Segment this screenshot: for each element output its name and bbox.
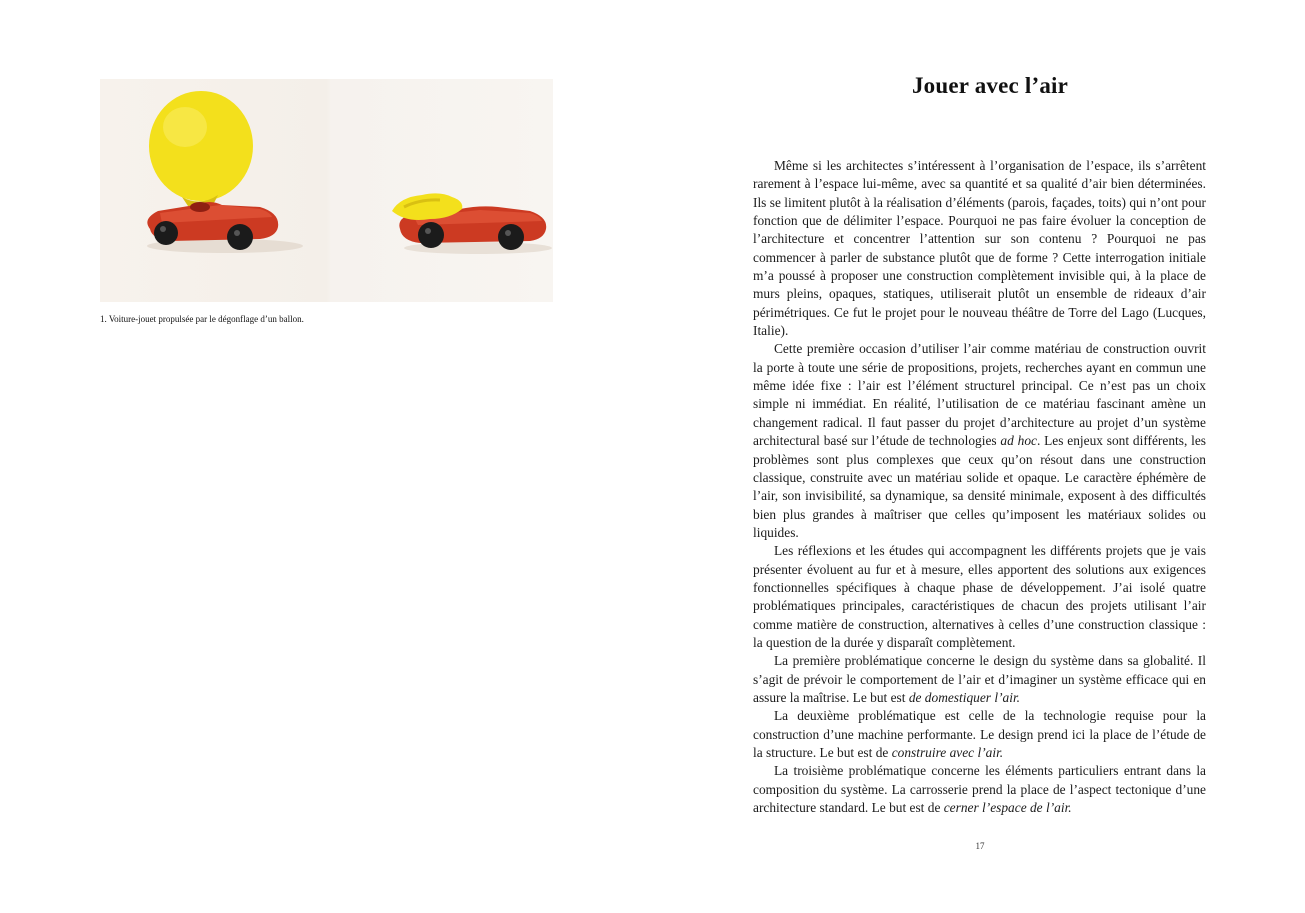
wheel [498,224,524,250]
wheel [418,222,444,248]
text-run: La deuxième problématique est celle de la technologie requise pour la construction d’une machine performante. Le design prend ici la place de l’étude de la structure. Le but est de [753,708,1206,760]
paragraph [753,340,1206,542]
body-text [753,157,1206,817]
left-page [0,0,652,913]
paragraph [753,157,1206,340]
italic-text: de domestiquer l’air. [908,689,1021,705]
text-run: Les réflexions et les études qui accompagnent les différents projets que je vais présenter évoluent au fur et à mesure, elles apportent des solutions aux exigences fonctionnelles spécifiques à chaque phase de développement. J’ai isolé quatre problématiques principales, caractéristiques de chacun des projets utilisant l’air comme matière de construction, alternatives à celles d’une construction classique : la question de la durée y disparaît complètement. [753,543,1206,650]
paragraph [753,762,1206,817]
text-run: La première problématique concerne le design du système dans sa globalité. Il s’agit de prévoir le comportement de l’air et d’imaginer un système efficace qui en assure la maîtrise. Le but est [753,653,1206,705]
text-run: . Les enjeux sont différents, les problèmes sont plus complexes que ceux qu’on résout dans une construction classique, construite avec un matériau solide et opaque. Le caractère éphémère de l’air, son invisibilité, sa dynamique, sa densité minimale, exposent à des difficultés bien plus grandes à maîtriser que celles qu’imposent les matériaux solides ou liquides. [753,433,1206,540]
text-run: Même si les architectes s’intéressent à l’organisation de l’espace, ils s’arrêtent rarement à l’espace lui-même, avec sa quantité et sa qualité d’air bien déterminées. Ils se limitent plutôt à la réalisation d’éléments (parois, façades, toits) qui n’ont pour fonction que de délimiter l’espace. Pourquoi ne pas faire évoluer la conception de l’architecture et concentrer l’attention sur son contenu ? Pourquoi ne pas commencer à parler de substance plutôt que de forme ? Cette interrogation initiale m’a poussé à proposer une construction complètement invisible qui, à la place de murs pleins, opaques, statiques, utiliserait plutôt un ensemble de rideaux d’air périmétriques. Ce fut le projet pour le nouveau théâtre de Torre del Lago (Lucques, Italie). [753,158,1206,339]
paragraph [753,707,1206,762]
text-run: La troisième problématique concerne les éléments particuliers entrant dans la composition du système. La carrosserie prend la place de l’aspect tectonique d’une architecture standard. Le but est de [753,763,1206,816]
page-number: 17 [975,841,985,851]
paragraph [753,652,1206,707]
page-title: Jouer avec l’air [911,73,1069,98]
figure-caption: 1. Voiture-jouet propulsée par le dégonflage d’un ballon. [100,314,304,324]
balloon-inflated [149,91,253,209]
wheel [154,221,178,245]
italic-text: cerner l’espace de l’air. [943,800,1072,816]
italic-text: ad hoc [1000,433,1037,449]
wheel [227,224,253,250]
italic-text: construire avec l’air. [891,745,1004,760]
text-run: Cette première occasion d’utiliser l’air comme matériau de construction ouvrit la porte à toute une série de propositions, projets, recherches ayant en commun une même idée fixe : l’air est l’élément structurel principal. Ce n’est pas un choix simple ni immédiat. En réalité, l’utilisation de ce matériau fascinant amène un changement radical. Il faut passer du projet d’architecture au projet d’un système architectural basé sur l’étude de technologies [753,341,1206,449]
paragraph [753,542,1206,652]
toy-car-illustration [100,79,553,302]
right-page [652,0,1305,913]
toy-car-photo [100,79,553,302]
